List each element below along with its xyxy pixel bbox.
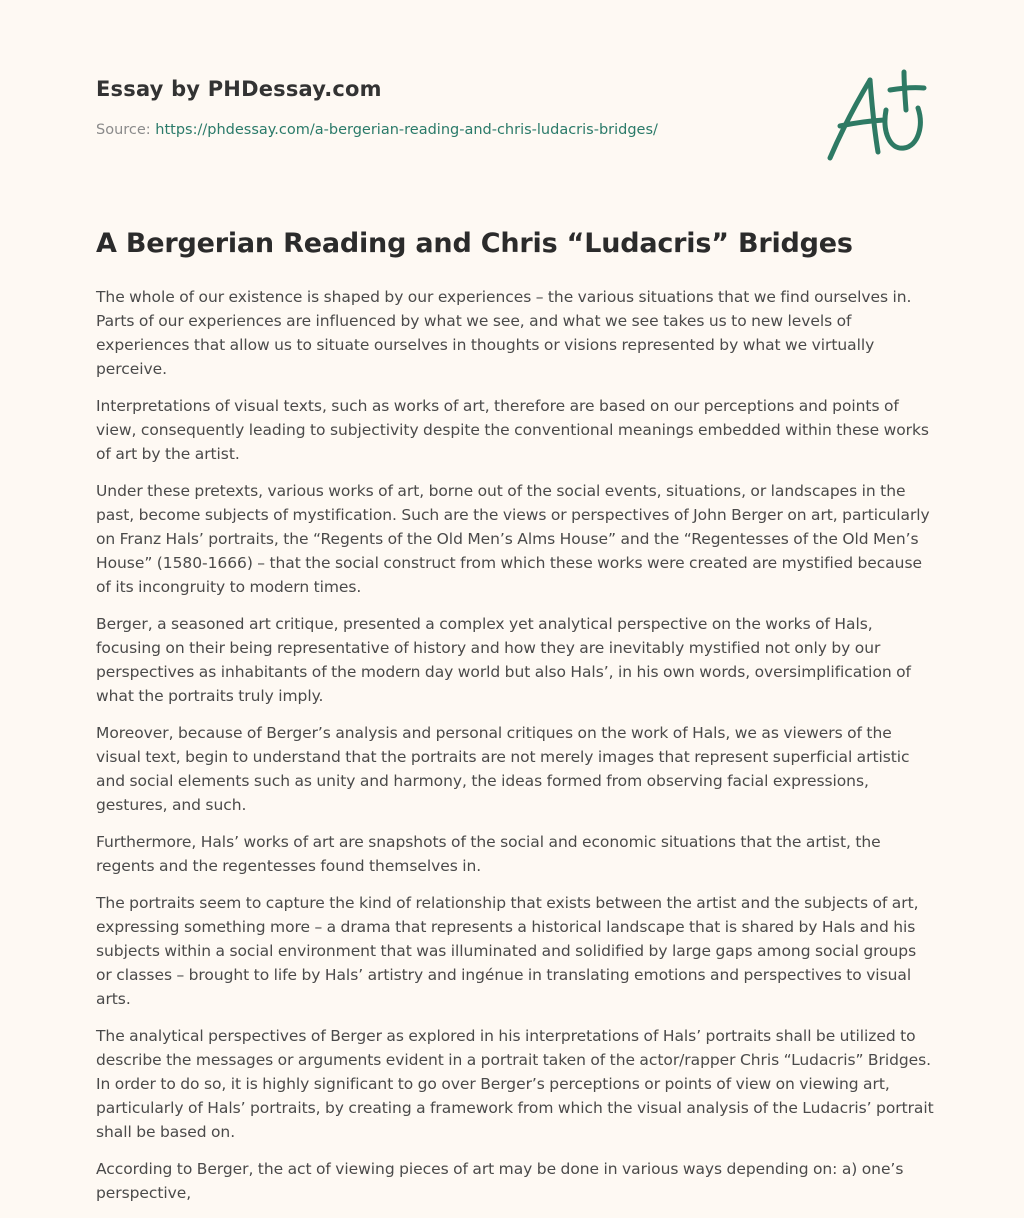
- source-link[interactable]: https://phdessay.com/a-bergerian-reading-and-chris-ludacris-bridges/: [155, 122, 658, 138]
- paragraph-6: Furthermore, Hals’ works of art are snapshots of the social and economic situations that the artist, the regents and the regentesses found themselves in.: [96, 833, 881, 875]
- article-title: A Bergerian Reading and Chris “Ludacris” Bridges: [96, 228, 853, 259]
- paragraph-5: Moreover, because of Berger’s analysis and personal critiques on the work of Hals, we as viewers of the visual text, begin to understand that the portraits are not merely images that represent superficial artistic and social elements such as unity and harmony, the ideas formed from observing facial expressions, gestures, and such.: [96, 724, 910, 814]
- a-plus-grade-icon: [820, 66, 930, 166]
- source-line: [96, 120, 856, 140]
- paragraph-1: The whole of our existence is shaped by our experiences – the various situations that we find ourselves in. Parts of our experiences are influenced by what we see, and what we see takes us to new levels of experiences that allow us to situate ourselves in thoughts or visions represented by what we virtually perceive.: [96, 288, 912, 378]
- paragraph-9: According to Berger, the act of viewing pieces of art may be done in various ways depending on: a) one’s perspective,: [96, 1160, 904, 1202]
- page-header: [96, 72, 856, 140]
- a-plus-logo-svg: [820, 66, 930, 166]
- site-title: Essay by PHDessay.com: [96, 77, 382, 101]
- source-label: Source:: [96, 122, 151, 138]
- paragraph-4: Berger, a seasoned art critique, presented a complex yet analytical perspective on the works of Hals, focusing on their being representative of history and how they are inevitably mystified not only by our perspectives as inhabitants of the modern day world but also Hals’, in his own words, oversimplification of what the portraits truly imply.: [96, 615, 911, 705]
- paragraph-3: Under these pretexts, various works of art, borne out of the social events, situations, or landscapes in the past, become subjects of mystification. Such are the views or perspectives of John Berger on art, particularly on Franz Hals’ portraits, the “Regents of the Old Men’s Alms House” and the “Regentesses of the Old Men’s House” (1580-1666) – that the social construct from which these works were created are mystified because of its incongruity to modern times.: [96, 482, 930, 596]
- paragraph-8: The analytical perspectives of Berger as explored in his interpretations of Hals’ portraits shall be utilized to describe the messages or arguments evident in a portrait taken of the actor/rapper Chris “Ludacris” Bridges. In order to do so, it is highly significant to go over Berger’s perceptions or points of view on viewing art, particularly of Hals’ portraits, by creating a framework from which the visual analysis of the Ludacris’ portrait shall be based on.: [96, 1027, 934, 1141]
- article: [96, 222, 936, 1218]
- paragraph-7: The portraits seem to capture the kind of relationship that exists between the artist and the subjects of art, expressing something more – a drama that represents a historical landscape that is shared by Hals and his subjects within a social environment that was illuminated and solidified by large gaps among social groups or classes – brought to life by Hals’ artistry and ingénue in translating emotions and perspectives to visual arts.: [96, 894, 919, 1008]
- paragraph-2: Interpretations of visual texts, such as works of art, therefore are based on our perceptions and points of view, consequently leading to subjectivity despite the conventional meanings embedded within these works of art by the artist.: [96, 397, 929, 463]
